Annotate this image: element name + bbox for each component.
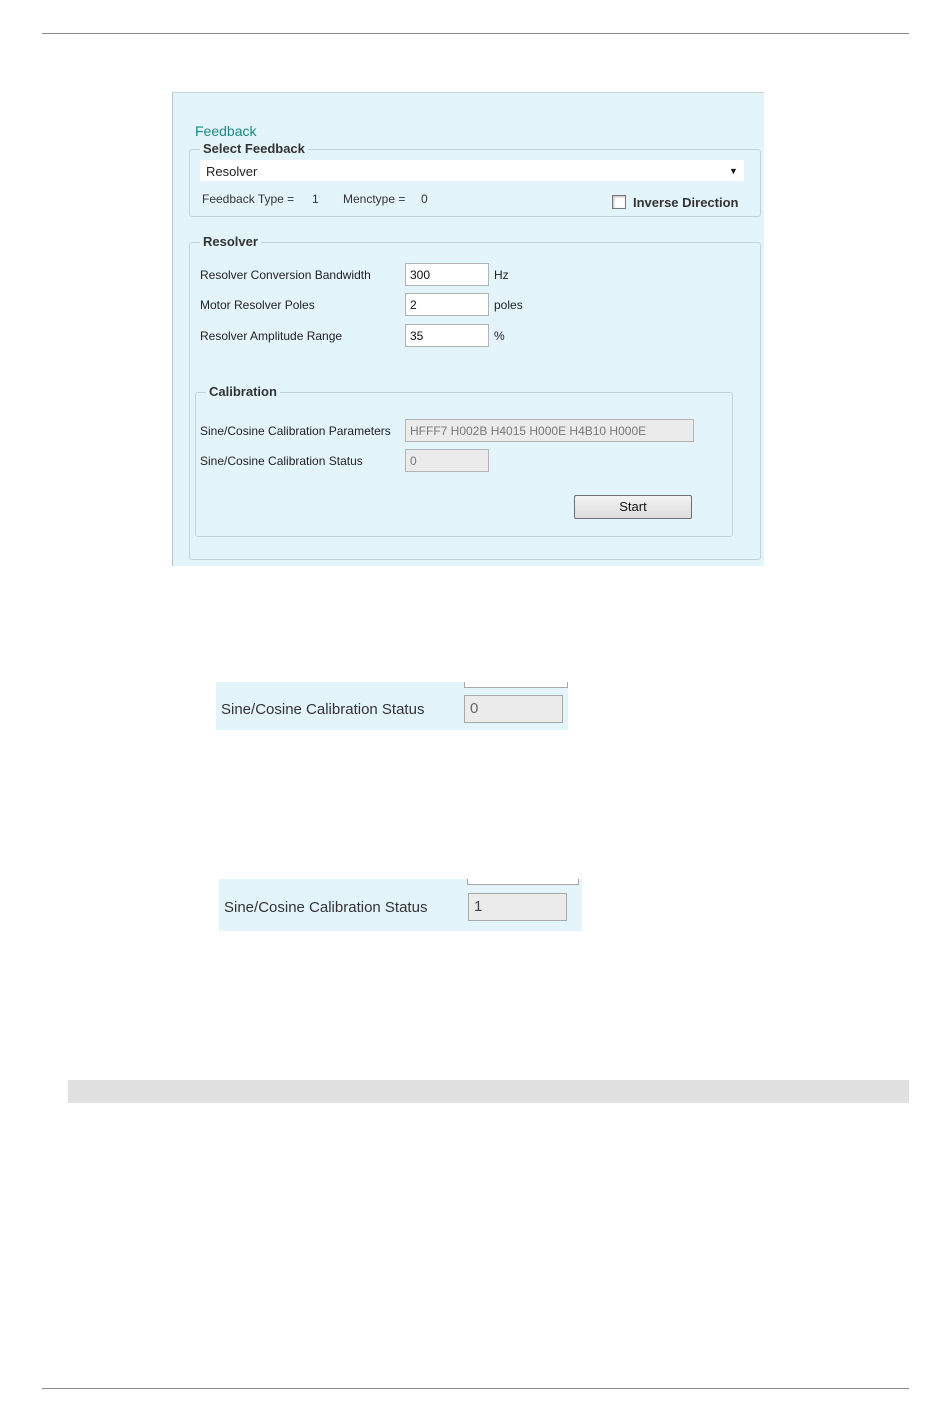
feedback-panel	[172, 92, 764, 566]
field-edge	[464, 682, 568, 688]
panel-title: Feedback	[195, 123, 257, 139]
feedback-select-value: Resolver	[206, 164, 258, 179]
feedback-type-label: Feedback Type =	[202, 192, 295, 206]
gray-bar	[68, 1080, 909, 1103]
amplitude-input[interactable]: 35	[405, 324, 489, 347]
calibration-params-field: HFFF7 H002B H4015 H000E H4B10 H000E	[405, 419, 694, 442]
dropdown-arrow-icon[interactable]: ▼	[729, 165, 738, 176]
snippet-status-field: 0	[464, 695, 563, 723]
bandwidth-input[interactable]: 300	[405, 263, 489, 286]
menctype-label: Menctype =	[343, 192, 406, 206]
calibration-status-field: 0	[405, 449, 489, 472]
status-snippet-before	[216, 682, 568, 730]
poles-label: Motor Resolver Poles	[200, 298, 315, 312]
resolver-group-label: Resolver	[200, 234, 261, 249]
calibration-params-label: Sine/Cosine Calibration Parameters	[200, 424, 391, 438]
calibration-group-label: Calibration	[206, 384, 280, 399]
snippet-status-label: Sine/Cosine Calibration Status	[224, 899, 428, 916]
select-feedback-label: Select Feedback	[200, 141, 308, 156]
amplitude-unit: %	[494, 329, 505, 343]
inverse-direction-checkbox[interactable]	[612, 195, 626, 209]
start-button[interactable]: Start	[574, 495, 692, 519]
snippet-status-field: 1	[468, 893, 567, 921]
calibration-status-label: Sine/Cosine Calibration Status	[200, 454, 363, 468]
poles-input[interactable]: 2	[405, 293, 489, 316]
feedback-type-value: 1	[312, 192, 319, 206]
poles-unit: poles	[494, 298, 523, 312]
header-rule	[42, 33, 909, 34]
feedback-select[interactable]	[199, 159, 745, 182]
bandwidth-unit: Hz	[494, 268, 509, 282]
amplitude-label: Resolver Amplitude Range	[200, 329, 343, 343]
field-edge	[467, 879, 579, 885]
snippet-status-label: Sine/Cosine Calibration Status	[221, 701, 425, 718]
bandwidth-label: Resolver Conversion Bandwidth	[200, 268, 371, 282]
status-snippet-after	[219, 879, 582, 931]
inverse-direction-label: Inverse Direction	[633, 195, 739, 210]
footer-rule	[42, 1388, 909, 1389]
menctype-value: 0	[421, 192, 428, 206]
